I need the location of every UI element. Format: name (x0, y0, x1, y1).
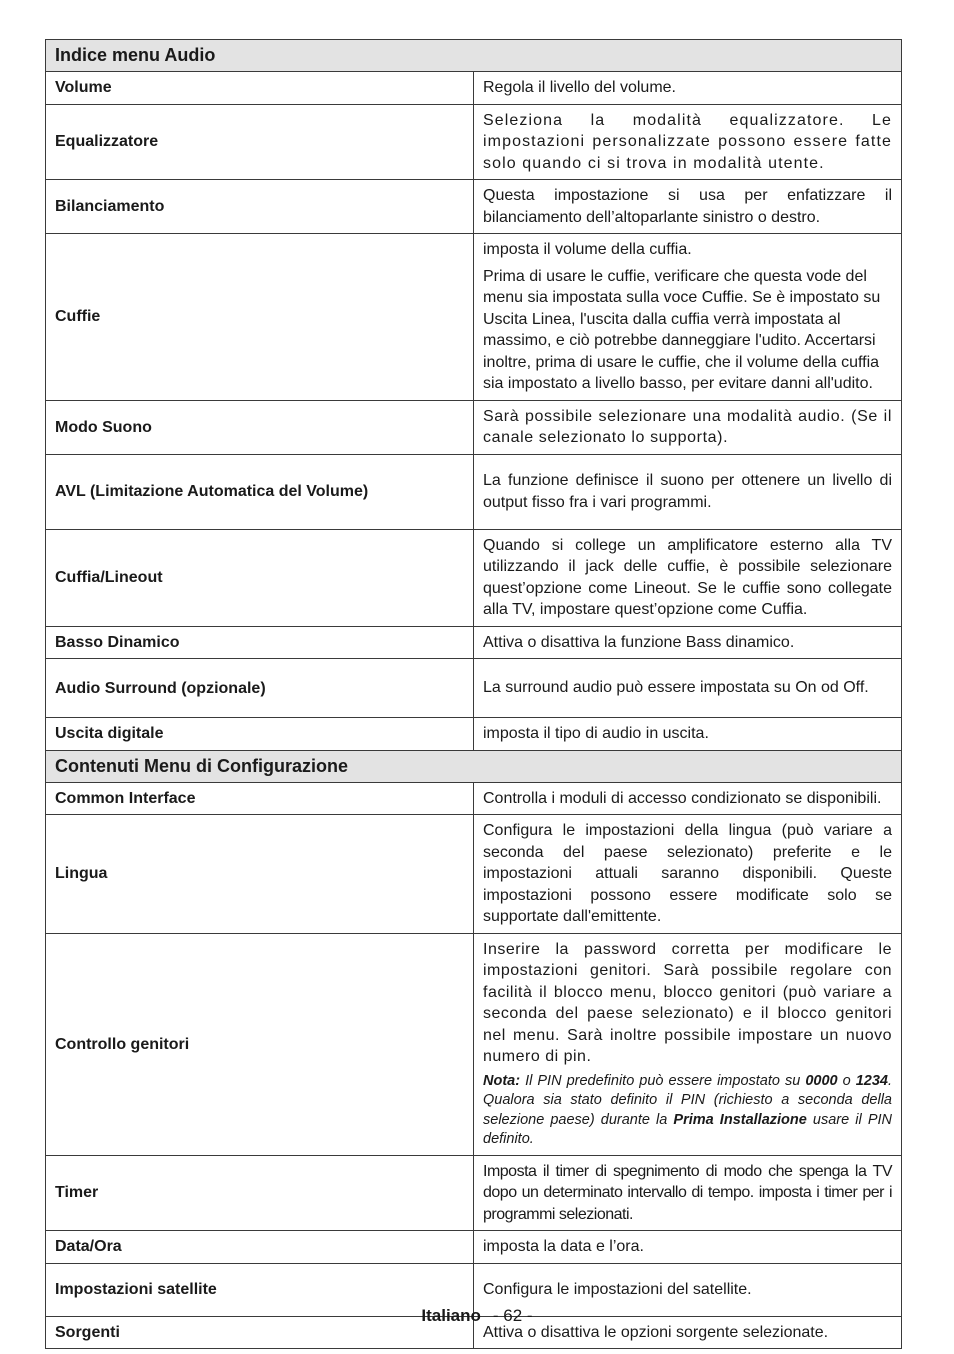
row-label: Timer (46, 1155, 474, 1231)
row-label: Basso Dinamico (46, 626, 474, 659)
row-label: Lingua (46, 815, 474, 934)
first-installation: Prima Installazione (673, 1111, 807, 1128)
row-label: Sorgenti (46, 1316, 474, 1349)
row-description: Attiva o disattiva le opzioni sorgente selezionate. (474, 1316, 902, 1349)
note-text: usare il PIN definito. (483, 1111, 892, 1147)
table-row (46, 104, 902, 180)
row-description (474, 933, 902, 1155)
table-row (46, 454, 902, 529)
description-line: imposta il volume della cuffia. (483, 241, 692, 258)
row-label: Cuffie (46, 234, 474, 401)
row-label: Impostazioni satellite (46, 1263, 474, 1316)
row-label: Bilanciamento (46, 180, 474, 234)
row-label: Uscita digitale (46, 718, 474, 751)
table-row (46, 180, 902, 234)
row-description: Sarà possibile selezionare una modalità audio. (Se il canale selezionato lo supporta). (474, 400, 902, 454)
row-label: Data/Ora (46, 1231, 474, 1264)
row-label: Controllo genitori (46, 933, 474, 1155)
table-row (46, 529, 902, 626)
row-description: Questa impostazione si usa per enfatizzare il bilanciamento dell’altoparlante sinistro o destro. (474, 180, 902, 234)
row-description: Attiva o disattiva la funzione Bass dinamico. (474, 626, 902, 659)
section-header-config (46, 750, 902, 782)
row-description: Regola il livello del volume. (474, 72, 902, 105)
table-row (46, 400, 902, 454)
row-description (474, 234, 902, 401)
description-paragraph: Prima di usare le cuffie, verificare che questa vode del menu sia impostata sulla voce Cuffie. Se è impostato su Uscita Linea, l'uscita dalla cuffia verrà impostata al massimo, e ciò potrebbe danneggiare l'udito. Accertarsi inoltre, prima di usare le cuffie, che il volume della cuffia sia impostato a livello basso, per evitare danni all'udito. (483, 267, 881, 392)
note-text: . Qualora sia stato definito il PIN (richiesto a seconda della selezione paese) durante la (483, 1072, 892, 1128)
table-row (46, 659, 902, 718)
row-description: imposta la data e l’ora. (474, 1231, 902, 1264)
row-description: Seleziona la modalità equalizzatore. Le impostazioni personalizzate possono essere fatte solo quando ci si trova in modalità utente. (474, 104, 902, 180)
table-row (46, 1155, 902, 1231)
row-description: Configura le impostazioni della lingua (può variare a seconda del paese selezionato) preferite e le impostazioni attuali saranno disponibili. Queste impostazioni possono essere modificate solo se supportate dall'emittente. (474, 815, 902, 934)
note-text: o (837, 1072, 856, 1089)
row-description: Imposta il timer di spegnimento di modo che spenga la TV dopo un determinato intervallo di tempo. imposta i timer per i programmi selezionati. (474, 1155, 902, 1231)
table-row (46, 72, 902, 105)
row-label: Common Interface (46, 782, 474, 815)
row-description: imposta il tipo di audio in uscita. (474, 718, 902, 751)
row-description: Configura le impostazioni del satellite. (474, 1263, 902, 1316)
row-label: Cuffia/Lineout (46, 529, 474, 626)
row-label: Audio Surround (opzionale) (46, 659, 474, 718)
table-row (46, 718, 902, 751)
row-description: Controlla i moduli di accesso condizionato se disponibili. (474, 782, 902, 815)
note-text: Il PIN predefinito può essere impostato su (520, 1072, 806, 1089)
table-row (46, 815, 902, 934)
page-number: - 62 - (492, 1306, 533, 1325)
section-header-audio (46, 40, 902, 72)
row-description: La surround audio può essere impostata su On od Off. (474, 659, 902, 718)
pin-note (483, 1072, 892, 1150)
table-row (46, 234, 902, 401)
settings-menu-table (45, 39, 902, 1349)
row-description: Quando si college un amplificatore esterno alla TV utilizzando il jack delle cuffie, è possibile selezionare quest’opzione come Lineout. Se le cuffie sono collegate alla TV, impostare quest’opzione come Cuffia. (474, 529, 902, 626)
table-row (46, 626, 902, 659)
description-paragraph: Inserire la password corretta per modificare le impostazioni genitori. Sarà possibile regolare con facilità il blocco menu, blocco genitori (può variare a seconda del paese selezionato) e il blocco genitori nel menu. Sarà inoltre possibile impostare un nuovo numero di pin. (483, 940, 892, 1065)
table-row (46, 1231, 902, 1264)
default-pin: 0000 (805, 1072, 838, 1089)
section-title: Indice menu Audio (46, 40, 902, 72)
row-description: La funzione definisce il suono per ottenere un livello di output fisso fra i vari programmi. (474, 454, 902, 529)
section-title: Contenuti Menu di Configurazione (46, 750, 902, 782)
footer-language: Italiano (421, 1306, 481, 1325)
page-footer (0, 1306, 954, 1326)
row-label: AVL (Limitazione Automatica del Volume) (46, 454, 474, 529)
note-prefix: Nota: (483, 1072, 521, 1089)
row-label: Volume (46, 72, 474, 105)
row-label: Modo Suono (46, 400, 474, 454)
alternate-pin: 1234 (855, 1072, 888, 1089)
row-label: Equalizzatore (46, 104, 474, 180)
table-row (46, 782, 902, 815)
table-row (46, 933, 902, 1155)
